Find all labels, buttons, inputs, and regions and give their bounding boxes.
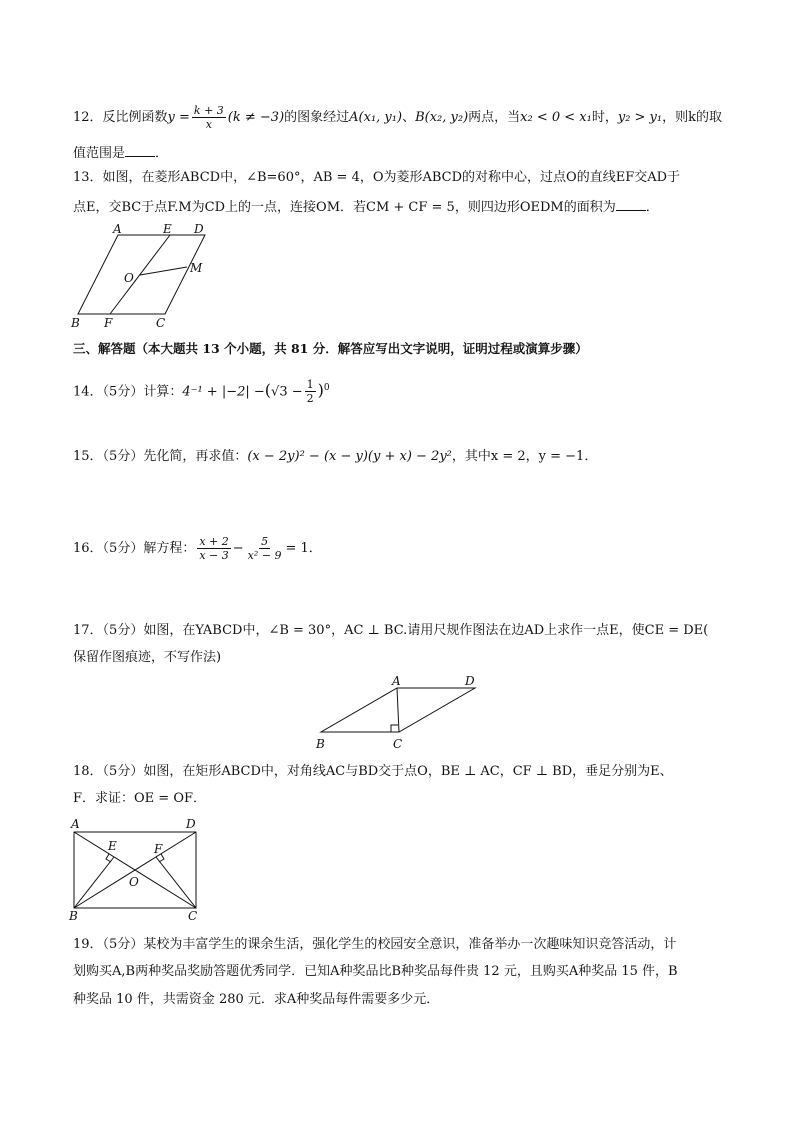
- q13-answer-blank: [616, 196, 646, 211]
- q16-frac1: [197, 535, 230, 562]
- q12-frac-num: k + 3: [193, 104, 224, 117]
- q19-text-a: 19．（5分）某校为丰富学生的课余生活，强化学生的校园安全意识，准备举办一次趣味知识竞答活动，计: [73, 937, 677, 952]
- q17-line1: [73, 621, 708, 641]
- q18-line2: [73, 789, 206, 809]
- label-D: D: [194, 222, 204, 236]
- q14-half-num: 1: [306, 378, 314, 392]
- q12-cond: (k ≠ −3): [227, 110, 285, 125]
- q14-half-den: 2: [306, 392, 314, 406]
- q16-line: [73, 535, 322, 562]
- q12-sep: 、: [402, 110, 416, 125]
- q16-eq: = 1．: [285, 541, 322, 556]
- q12-ineq1: x₂ < 0 < x₁: [520, 110, 592, 125]
- q14-line: [73, 378, 330, 405]
- q19-text-b: 划购买A,B两种奖品奖励答题优秀同学．已知A种奖品比B种奖品每件贵 12 元，且购买A种奖品 15 件，B: [73, 964, 678, 979]
- q14-sqrt: √3 −: [271, 384, 303, 400]
- label-C: C: [188, 909, 198, 923]
- label-A: A: [71, 817, 80, 831]
- line-CF: [156, 857, 196, 908]
- q14-expr-a: 4⁻¹ + |−2| −: [182, 384, 265, 400]
- q12-point-a: A(x₁, y₁): [349, 110, 403, 125]
- q12-text-g: ．: [155, 146, 169, 161]
- q12-ineq2: y₂ > y₁: [617, 110, 663, 125]
- q15-expr: (x − 2y)² − (x − y)(y + x) − 2y²: [247, 449, 452, 464]
- q17-parallelogram-figure: [310, 672, 490, 754]
- q16-frac2-num: 5: [261, 535, 269, 548]
- q14-exponent: 0: [323, 383, 330, 393]
- q12-answer-blank: [125, 142, 155, 157]
- q15-line: [73, 447, 597, 467]
- q12-fraction: [192, 104, 226, 131]
- q18-text-a: 18．（5分）如图，在矩形ABCD中，对角线AC与BD交于点O，BE ⊥ AC，CF ⊥ BD，垂足分别为E、: [73, 764, 673, 779]
- q16-frac1-den: x − 3: [199, 549, 229, 562]
- q12-text-a: 12．反比例函数: [73, 110, 168, 125]
- q13-text-a: 13．如图，在菱形ABCD中，∠B=60°，AB = 4，O为菱形ABCD的对称中心，过点O的直线EF交AD于: [73, 170, 681, 185]
- q13-rhombus-figure: [60, 220, 220, 335]
- q19-text-c: 种奖品 10 件，共需资金 280 元．求A种奖品每件需要多少元．: [73, 992, 440, 1007]
- label-A: A: [392, 674, 401, 688]
- q12-text-b: 的图象经过: [284, 110, 350, 125]
- label-F: F: [104, 316, 113, 330]
- label-B: B: [316, 737, 325, 751]
- q13-text-b: 点E，交BC于点F.M为CD上的一点，连接OM．若CM + CF = 5，则四边形OEDM的面积为: [73, 200, 616, 215]
- label-E: E: [163, 222, 172, 236]
- right-angle-mark-E: [106, 854, 111, 862]
- q12-line2: [73, 142, 168, 164]
- label-O: O: [129, 875, 139, 889]
- q12-text-f: 值范围是: [73, 146, 126, 161]
- q13-text-c: ．: [645, 200, 659, 215]
- q14-paren-open: (: [264, 380, 272, 400]
- q12-text-c: 两点，当: [468, 110, 521, 125]
- label-E: E: [108, 839, 117, 853]
- q16-frac1-num: x + 2: [199, 535, 229, 548]
- q19-line3: [73, 990, 439, 1010]
- line-BE: [74, 857, 114, 908]
- q12-text-d: 时，: [591, 110, 618, 125]
- label-D: D: [465, 674, 475, 688]
- q12-point-b: B(x₂, y₂): [415, 110, 469, 125]
- q12-text-e: ，则k的取: [662, 110, 723, 125]
- q13-line2: [73, 196, 659, 218]
- q19-line2: [73, 962, 678, 982]
- section-3-heading: 三、解答题（本大题共 13 个小题，共 81 分．解答应写出文字说明，证明过程或演算步骤）: [73, 341, 588, 356]
- q17-text-a: 17．（5分）如图，在YABCD中，∠B = 30°，AC ⊥ BC.请用尺规作图法在边AD上求作一点E，使CE = DE(: [73, 623, 709, 638]
- q16-minus: −: [232, 541, 244, 556]
- q17-line2: [73, 648, 221, 668]
- label-A: A: [113, 222, 122, 236]
- q19-line1: [73, 935, 676, 955]
- right-angle-mark-C: [391, 725, 398, 732]
- label-B: B: [69, 909, 78, 923]
- q14-paren-close: ): [317, 380, 324, 400]
- label-B: B: [71, 316, 80, 330]
- label-O: O: [124, 271, 134, 285]
- q18-rectangle-figure: [66, 814, 206, 926]
- q15-text-a: 15．（5分）先化简，再求值：: [73, 449, 248, 464]
- q14-half: [305, 378, 316, 405]
- q18-text-b: F．求证：OE = OF．: [73, 791, 207, 806]
- line-OM: [140, 267, 187, 275]
- q13-line1: [73, 168, 680, 188]
- label-C: C: [156, 316, 166, 330]
- q17-text-b: 保留作图痕迹，不写作法): [73, 650, 222, 665]
- q12-frac-den: x: [205, 118, 212, 131]
- q16-frac2-den: x² − 9: [247, 549, 282, 562]
- label-D: D: [186, 817, 196, 831]
- q16-text: 16．（5分）解方程：: [73, 541, 196, 556]
- label-M: M: [190, 261, 203, 275]
- q15-text-b: ，其中x = 2，y = −1．: [451, 449, 598, 464]
- label-F: F: [154, 842, 163, 856]
- q16-frac2: [246, 535, 284, 562]
- q12-func: y =: [167, 110, 190, 125]
- q14-text: 14．（5分）计算：: [73, 384, 183, 400]
- q12-line1: [73, 104, 722, 131]
- label-C: C: [393, 737, 403, 751]
- q18-line1: [73, 762, 673, 782]
